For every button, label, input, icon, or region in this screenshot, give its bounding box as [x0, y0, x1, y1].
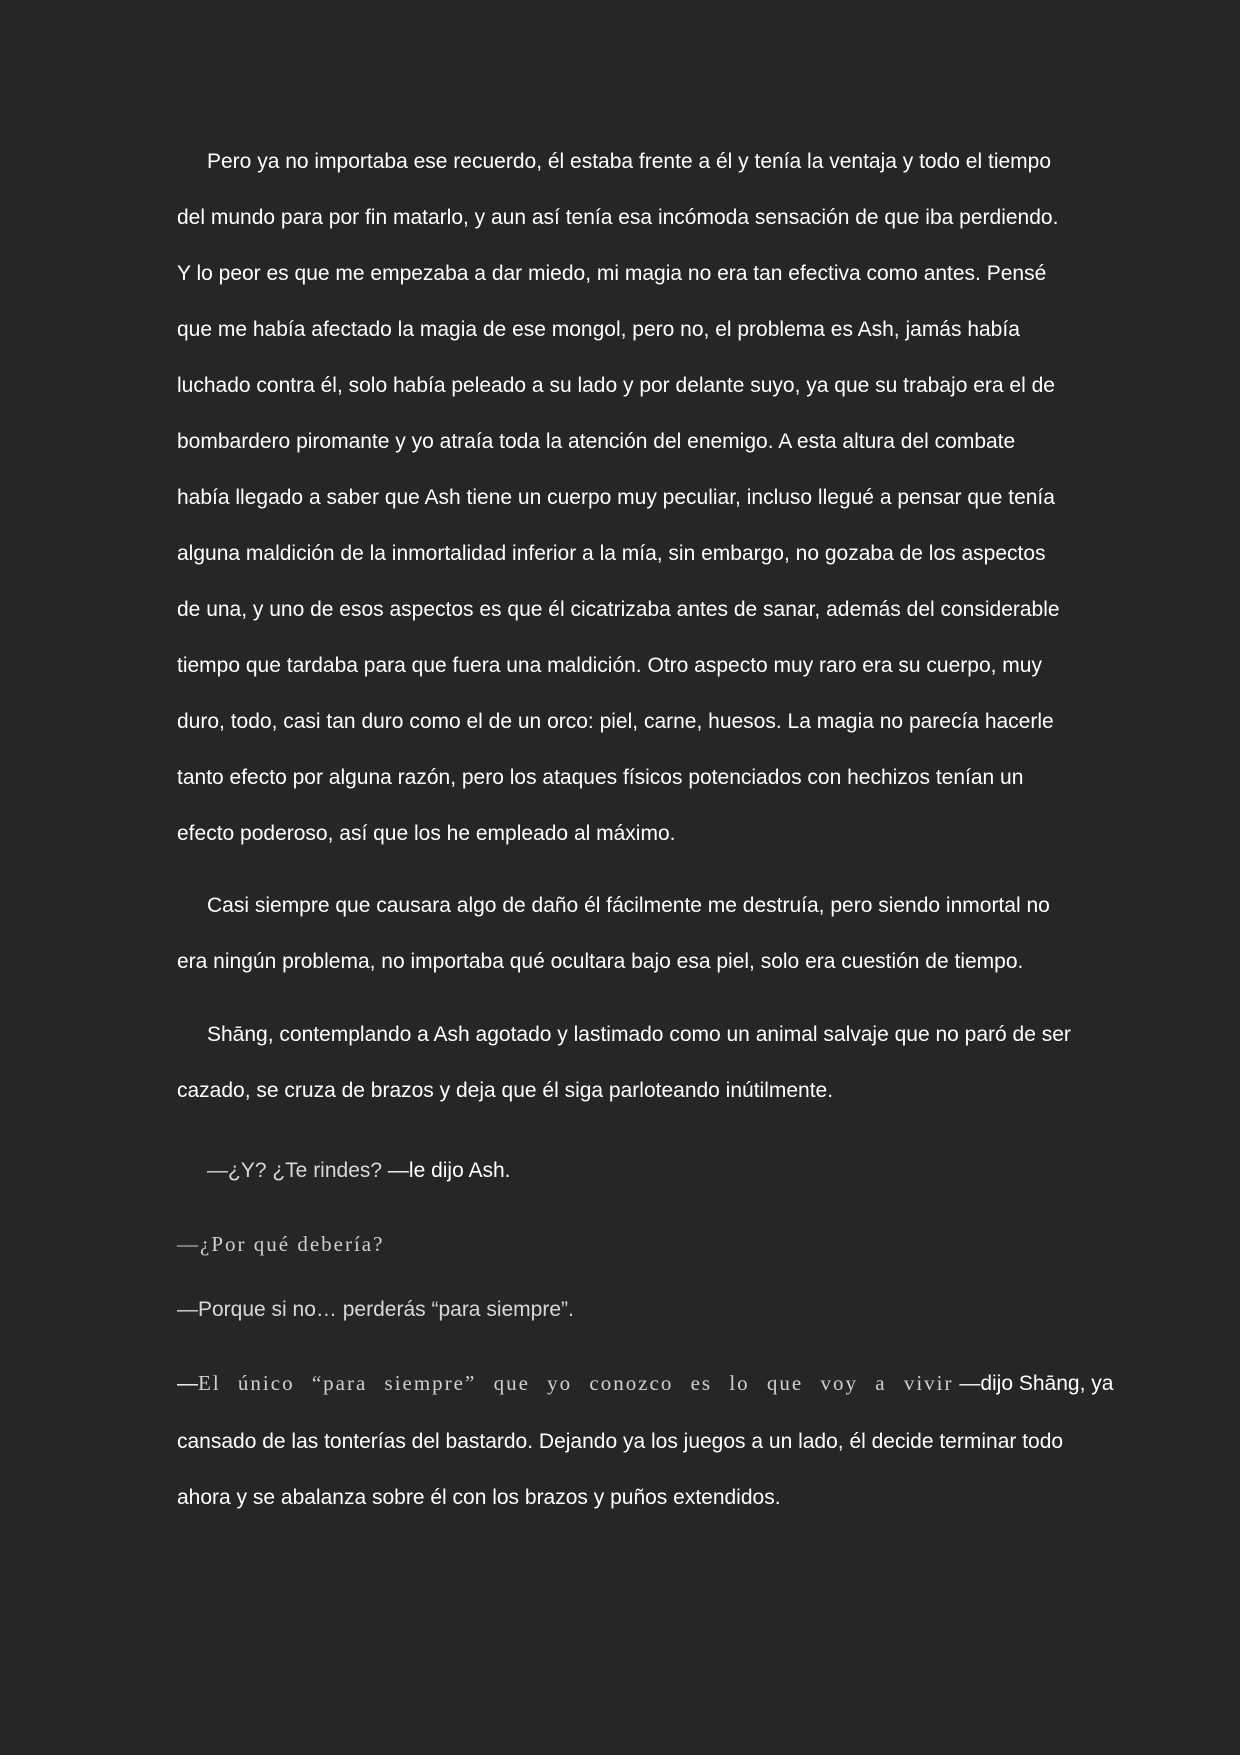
dialogue-3: —Porque si no… perderás “para siempre”. — [177, 1298, 574, 1321]
dialogue-4-tag: —dijo Shāng, ya — [953, 1372, 1114, 1395]
paragraph-1-line-4: que me había afectado la magia de ese mongol, pero no, el problema es Ash, jamás había — [177, 318, 1020, 341]
paragraph-1-line-6: bombardero piromante y yo atraía toda la atención del enemigo. A esta altura del combate — [177, 430, 1016, 453]
dialogue-4-line-3: ahora y se abalanza sobre él con los brazos y puños extendidos. — [177, 1486, 781, 1509]
paragraph-1-line-3: Y lo peor es que me empezaba a dar miedo, mi magia no era tan efectiva como antes. Pensé — [177, 262, 1047, 285]
dialogue-1-spoken: —¿Y? ¿Te rindes? — [207, 1159, 383, 1182]
dialogue-4-spoken: El único “para siempre” que yo conozco es lo que voy a vivir — [198, 1371, 954, 1395]
dialogue-4-dash: — — [177, 1372, 198, 1395]
paragraph-1-line-7: había llegado a saber que Ash tiene un cuerpo muy peculiar, incluso llegué a pensar que tenía — [177, 486, 1055, 509]
paragraph-1-line-10: tiempo que tardaba para que fuera una maldición. Otro aspecto muy raro era su cuerpo, muy — [177, 654, 1042, 677]
dialogue-1 — [207, 1157, 510, 1185]
paragraph-3-line-2: cazado, se cruza de brazos y deja que él siga parloteando inútilmente. — [177, 1079, 834, 1102]
paragraph-1-line-1: Pero ya no importaba ese recuerdo, él estaba frente a él y tenía la ventaja y todo el tiempo — [207, 150, 1052, 173]
paragraph-3-line-1: Shāng, contemplando a Ash agotado y lastimado como un animal salvaje que no paró de ser — [207, 1023, 1071, 1046]
paragraph-1-line-13: efecto poderoso, así que los he empleado al máximo. — [177, 822, 676, 845]
paragraph-1-line-11: duro, todo, casi tan duro como el de un orco: piel, carne, huesos. La magia no parecía hacerle — [177, 710, 1054, 733]
dialogue-2: —¿Por qué debería? — [177, 1232, 385, 1256]
paragraph-1-line-9: de una, y uno de esos aspectos es que él cicatrizaba antes de sanar, además del considerable — [177, 598, 1060, 621]
paragraph-1-line-2: del mundo para por fin matarlo, y aun así tenía esa incómoda sensación de que iba perdiendo. — [177, 206, 1059, 229]
dialogue-4-line-2: cansado de las tonterías del bastardo. Dejando ya los juegos a un lado, él decide terminar todo — [177, 1430, 1064, 1453]
dialogue-4-line-1 — [177, 1369, 1113, 1398]
paragraph-2-line-1: Casi siempre que causara algo de daño él fácilmente me destruía, pero siendo inmortal no — [207, 894, 1050, 917]
paragraph-2-line-2: era ningún problema, no importaba qué ocultara bajo esa piel, solo era cuestión de tiempo. — [177, 950, 1024, 973]
paragraph-1-line-5: luchado contra él, solo había peleado a su lado y por delante suyo, ya que su trabajo era el de — [177, 374, 1055, 397]
dialogue-1-tag: —le dijo Ash. — [382, 1159, 511, 1182]
paragraph-1-line-8: alguna maldición de la inmortalidad inferior a la mía, sin embargo, no gozaba de los aspectos — [177, 542, 1046, 565]
paragraph-1-line-12: tanto efecto por alguna razón, pero los ataques físicos potenciados con hechizos tenían un — [177, 766, 1024, 789]
